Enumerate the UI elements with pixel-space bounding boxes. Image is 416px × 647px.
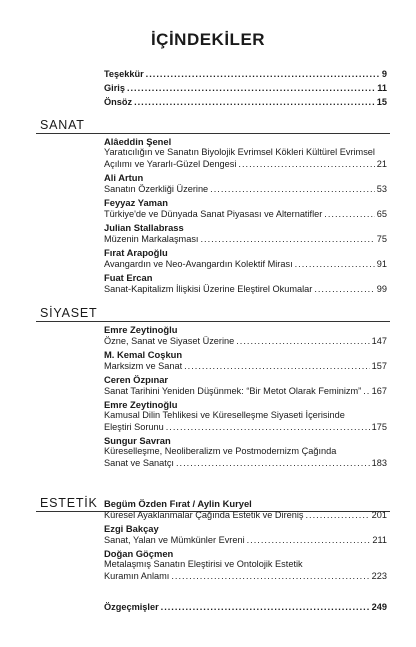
entry-page: 91 [376,259,387,269]
toc-entry[interactable] [104,435,387,469]
leader-dots [127,82,375,94]
toc-entry-giris[interactable] [104,82,387,94]
section-sanat [104,136,387,297]
entry-author: Ezgi Bakçay [104,523,159,534]
toc-entry[interactable] [104,222,387,245]
toc-entry[interactable] [104,548,387,582]
toc-entry[interactable] [104,374,387,397]
entry-author: Alâeddin Şenel [104,136,172,147]
toc-entry[interactable] [104,399,387,433]
toc-entry[interactable] [104,272,387,295]
leader-dots [166,421,370,433]
leader-dots [146,68,380,80]
entry-page: 53 [376,184,387,194]
entry-page: 75 [376,234,387,244]
leader-dots [176,457,370,469]
leader-dots [238,158,374,170]
toc-entry[interactable] [104,172,387,195]
entry-page: 167 [371,386,387,396]
entry-author: Fuat Ercan [104,272,153,283]
section-siyaset [104,324,387,471]
entry-page: 9 [381,69,387,79]
toc-entry[interactable] [104,523,387,546]
section-label-estetik: ESTETİK [40,496,98,510]
entry-author: Sungur Savran [104,435,171,446]
entry-title: Sanat-Kapitalizm İlişkisi Üzerine Eleştirel Okumalar [104,284,313,294]
entry-author: Ali Artun [104,172,144,183]
entry-title: Marksizm ve Sanat [104,361,183,371]
entry-page: 249 [371,602,387,612]
entry-page: 183 [371,458,387,468]
entry-page: 65 [376,209,387,219]
entry-title: Teşekkür [104,69,144,79]
toc-entry[interactable] [104,498,387,521]
entry-title: Kuramın Anlamı [104,571,170,581]
entry-title: Avangardın ve Neo-Avangardın Kolektif Mirası [104,259,293,269]
entry-author: Doğan Göçmen [104,548,174,559]
entry-title: Özne, Sanat ve Siyaset Üzerine [104,336,235,346]
entry-title: Önsöz [104,97,133,107]
entry-title-line: Kamusal Dilin Tehlikesi ve Küreselleşme Siyaseti İçerisinde [104,410,345,420]
leader-dots [171,570,369,582]
entry-title: Müzenin Markalaşması [104,234,199,244]
entry-title: Giriş [104,83,125,93]
entry-page: 11 [377,83,387,93]
entry-title: Türkiye'de ve Dünyada Sanat Piyasası ve Alternatifler [104,209,323,219]
entry-title: Açılımı ve Yararlı-Güzel Dengesi [104,159,237,169]
entry-title: Eleştiri Sorunu [104,422,164,432]
entry-title-line: Yaratıcılığın ve Sanatın Biyolojik Evrimsel Kökleri Kültürel Evrimsel [104,147,375,157]
leader-dots [236,335,369,347]
leader-dots [210,183,375,195]
entry-page: 99 [376,284,387,294]
entry-author: Ceren Özpınar [104,374,169,385]
entry-page: 211 [372,535,387,545]
entry-title: Sanat Tarihini Yeniden Düşünmek: “Bir Metot Olarak Feminizm” [104,386,362,396]
toc-entry-tesekkur[interactable] [104,68,387,80]
leader-dots [314,283,374,295]
leader-dots [200,233,374,245]
section-divider [36,133,390,134]
leader-dots [134,96,375,108]
entry-title: Özgeçmişler [104,602,159,612]
leader-dots [295,258,375,270]
section-label-sanat: SANAT [40,118,85,132]
leader-dots [161,601,370,613]
entry-page: 157 [371,361,387,371]
leader-dots [324,208,374,220]
entry-page: 21 [376,159,387,169]
leader-dots [363,385,369,397]
toc-entry[interactable] [104,136,387,170]
entry-title: Sanatın Özerkliği Üzerine [104,184,209,194]
entry-page: 175 [371,422,387,432]
leader-dots [247,534,371,546]
toc-entry[interactable] [104,247,387,270]
entry-author: Julian Stallabrass [104,222,184,233]
toc-entry-ozgecmisler[interactable] [104,601,387,613]
section-label-siyaset: SİYASET [40,306,98,320]
entry-title: Küresel Ayaklanmalar Çağında Estetik ve Direniş [104,510,304,520]
entry-author: Begüm Özden Fırat / Aylin Kuryel [104,498,252,509]
entry-title-line: Küreselleşme, Neoliberalizm ve Postmodernizm Çağında [104,446,337,456]
entry-title: Sanat, Yalan ve Mümkünler Evreni [104,535,245,545]
entry-author: Feyyaz Yaman [104,197,168,208]
entry-page: 223 [371,571,387,581]
toc-entry-onsoz[interactable] [104,96,387,108]
toc-entry[interactable] [104,324,387,347]
entry-author: M. Kemal Coşkun [104,349,183,360]
page-title: İÇİNDEKİLER [150,30,266,49]
entry-author: Emre Zeytinoğlu [104,324,178,335]
section-estetik [104,498,387,584]
toc-entry[interactable] [104,197,387,220]
entry-page: 201 [371,510,387,520]
back-matter [104,601,387,613]
entry-author: Fırat Arapoğlu [104,247,168,258]
leader-dots [306,509,370,521]
leader-dots [184,360,370,372]
entry-page: 147 [371,336,387,346]
toc-entry[interactable] [104,349,387,372]
entry-title-line: Metalaşmış Sanatın Eleştirisi ve Ontolojik Estetik [104,559,303,569]
front-matter [104,68,387,108]
entry-page: 15 [376,97,387,107]
section-divider [36,321,390,322]
entry-author: Emre Zeytinoğlu [104,399,178,410]
entry-title: Sanat ve Sanatçı [104,458,174,468]
